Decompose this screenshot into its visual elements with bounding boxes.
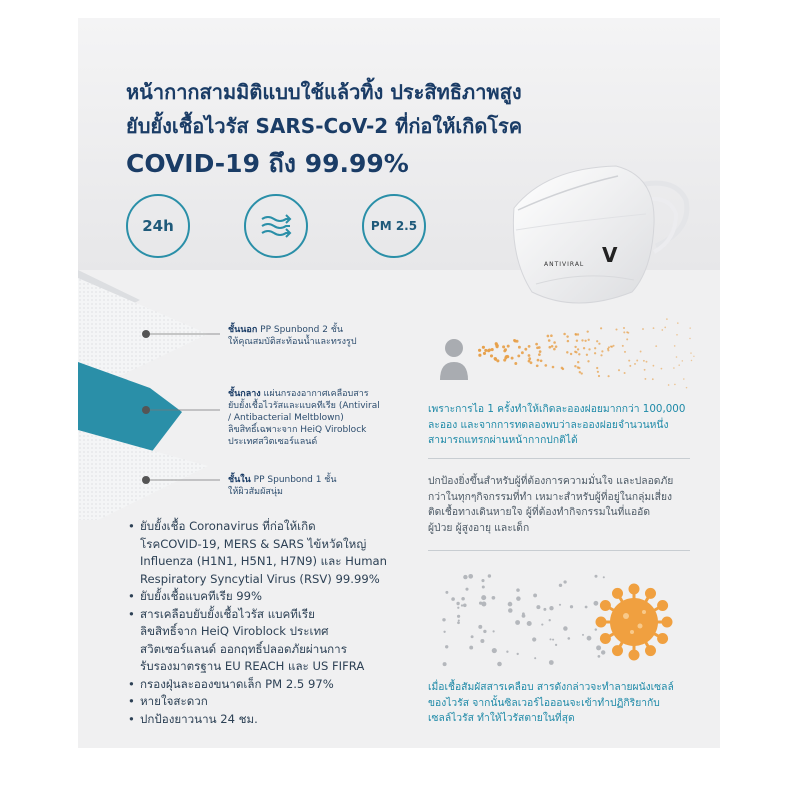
outer-layer-label: ชั้นนอก PP Spunbond 2 ชั้น ให้คุณสมบัติสะท้อนน้ำและทรงรูป [228,325,357,347]
hours-badge-label: 24h [142,217,174,235]
list-item: • ยับยั้งเชื้อ Coronavirus ที่ก่อให้เกิด โรคCOVID-19, MERS & SARS ไข้หวัดใหญ่ Influenza (H1N1, H5N1, H7N9) และ Human Respiratory Syncytial Virus (RSV) 99.99% [128,518,458,588]
mask-brand-text: ANTIVIRAL [544,261,585,268]
list-item: • สารเคลือบยับยั้งเชื้อไวรัส แบคทีเรีย ลิขสิทธิ์จาก HeiQ Viroblock ประเทศ สวิตเซอร์แลนด์ ออกฤทธิ์ปลอดภัยผ่านการ รับรองมาตรฐาน EU REACH และ US FIFRA [128,606,458,676]
sneeze-illustration [434,318,704,408]
hours-badge [126,194,190,258]
headline-line-1: หน้ากากสามมิติแบบใช้แล้วทิ้ง ประสิทธิภาพสูง [126,80,522,104]
person-head-icon [445,339,463,357]
list-item: • ยับยั้งเชื้อแบคทีเรีย 99% [128,588,458,606]
list-item: • หายใจสะดวก [128,693,458,711]
layers-illustration [78,270,228,520]
divider [428,458,690,459]
middle-layer-label: ชั้นกลาง แผ่นกรองอากาศเคลือบสาร ยับยั้งเชื้อไวรัสและแบคทีเรีย (Antiviral / Antibacterial Meltblown) ลิขสิทธิ์เฉพาะจาก HeiQ Viroblock ประเทศสวิตเซอร์แลนด์ [228,389,380,447]
headline-line-2: ยับยั้งเชื้อไวรัส SARS-CoV-2 ที่ก่อให้เกิดโรค [126,114,523,138]
mask-logo: V [602,243,618,267]
divider [428,550,690,551]
virus-icon [597,585,671,659]
sneeze-text: เพราะการไอ 1 ครั้งทำให้เกิดละอองฝอยมากกว่า 100,000 ละออง และจากการทดลองพบว่าละอองฝอยจำนวนหนึ่ง สามารถแทรกผ่านหน้ากากปกติได้ [428,403,686,446]
airflow-badge [244,194,308,258]
inner-layer-label: ชั้นใน PP Spunbond 1 ชั้น ให้ผิวสัมผัสนุ่ม [228,475,337,497]
pm25-badge-label: PM 2.5 [370,219,418,233]
headline-line-3: COVID-19 ถึง 99.99% [126,149,409,178]
list-item: • ปกป้องยาวนาน 24 ชม. [128,711,458,729]
pm25-badge [362,194,426,258]
person-body-icon [440,362,468,380]
airflow-icon [259,213,293,239]
features-list [128,518,458,728]
mask-image [506,152,706,322]
virus-text: เมื่อเชื้อสัมผัสสารเคลือบ สารดังกล่าวจะทำลายผนังเซลล์ ของไวรัส จากนั้นซิลเวอร์ไอออนจะเข้าทำปฏิกิริยากับ เซลล์ไวรัส ทำให้ไวรัสตายในที่สุด [428,681,674,724]
protection-text: ปกป้องยิ่งขึ้นสำหรับผู้ที่ต้องการความมั่นใจ และปลอดภัย กว่าในทุกๆกิจกรรมที่ทำ เหมาะสำหรับผู้ที่อยู่ในกลุ่มเสี่ยง ติดเชื้อทางเดินหายใจ ผู้ที่ต้องทำกิจกรรมในที่แออัด ผู้ป่วย ผู้สูงอายุ และเด็ก [428,475,674,534]
list-item: • กรองฝุ่นละอองขนาดเล็ก PM 2.5 97% [128,676,458,694]
infographic-card [78,18,720,748]
virus-illustration [434,566,704,676]
